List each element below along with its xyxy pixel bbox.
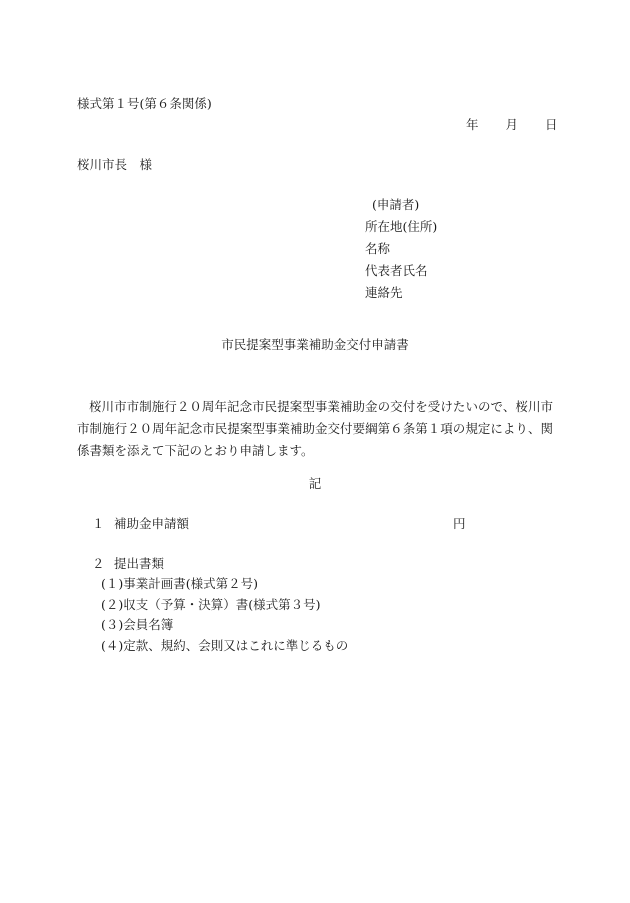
list-item: (２)収支（予算・決算）書(様式第３号) <box>101 596 321 612</box>
date-month: 月 <box>505 117 519 132</box>
applicant-role: (申請者) <box>372 197 420 212</box>
document-list <box>101 576 348 658</box>
item1-label: 補助金申請額 <box>114 516 190 531</box>
applicant-block <box>365 197 437 307</box>
applicant-contact-label: 連絡先 <box>365 285 403 300</box>
addressee: 桜川市長 様 <box>77 157 153 172</box>
item-grant-amount <box>92 516 189 532</box>
item-documents <box>92 556 164 572</box>
applicant-representative-label: 代表者氏名 <box>365 263 428 278</box>
applicant-name-label: 名称 <box>365 241 391 256</box>
applicant-address-label: 所在地(住所) <box>365 219 438 234</box>
form-number: 様式第１号(第６条関係) <box>77 96 212 111</box>
body-paragraph: 桜川市市制施行２０周年記念市民提案型事業補助金の交付を受けたいので、桜川市市制施行２０周年記念市民提案型事業補助金交付要綱第６条第１項の規定により、関係書類を添えて下記のとおり申請します。 <box>77 399 553 458</box>
list-item: (３)会員名簿 <box>101 617 174 632</box>
date-day: 日 <box>545 117 558 132</box>
date-year: 年 <box>466 117 479 132</box>
list-item: (１)事業計画書(様式第２号) <box>101 576 259 591</box>
list-item: (４)定款、規約、会則又はこれに準じるもの <box>101 637 349 653</box>
item1-number: １ <box>92 516 105 531</box>
ki-heading: 記 <box>308 476 322 491</box>
item2-number: ２ <box>92 556 105 571</box>
document-title: 市民提案型事業補助金交付申請書 <box>221 337 409 352</box>
item1-unit: 円 <box>453 516 466 531</box>
item2-label: 提出書類 <box>114 556 165 571</box>
date-line <box>466 117 558 133</box>
